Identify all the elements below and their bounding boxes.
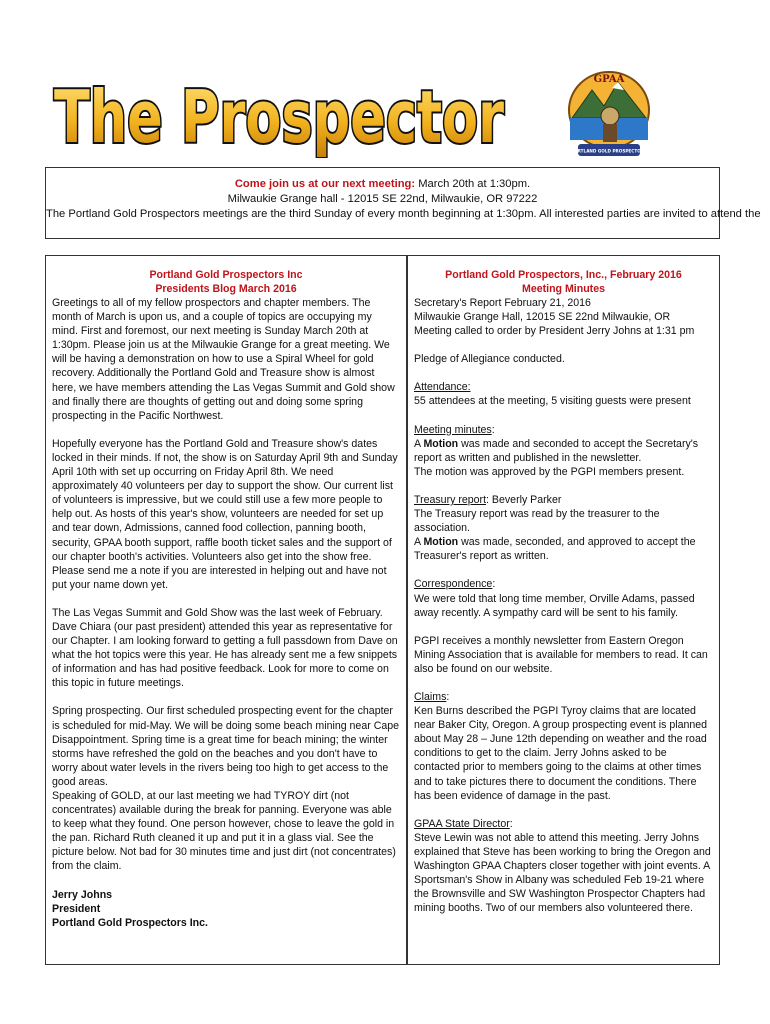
treasury-motion: A Motion was made, seconded, and approved to accept the Treasurer's report as written. <box>414 536 696 563</box>
motion-word: Motion <box>423 437 459 450</box>
logo-gpaa-text: GPAA <box>593 74 625 85</box>
masthead-title <box>50 70 510 158</box>
correspondence-heading-line: Correspondence: <box>414 578 496 591</box>
logo-ribbon-text: PORTLAND GOLD PROSPECTORS <box>571 148 647 154</box>
secretary-report-line: Secretary's Report February 21, 2016 <box>414 297 591 309</box>
minutes-motion: A Motion was made and seconded to accept the Secretary's report as written and published in the newsletter. <box>414 437 699 464</box>
signature-org: Portland Gold Prospectors Inc. <box>52 916 208 929</box>
pledge-line: Pledge of Allegiance conducted. <box>414 353 565 366</box>
gpaa-logo <box>560 66 658 162</box>
signature-name: Jerry Johns <box>52 888 113 901</box>
treasury-heading: Treasury report <box>414 493 487 506</box>
minutes-title-1: Portland Gold Prospectors, Inc., February 2016 <box>445 269 682 281</box>
meeting-minutes-column <box>407 255 720 965</box>
grange-hall-line: Milwaukie Grange Hall, 12015 SE 22nd Milwaukie, OR <box>414 311 671 324</box>
gpaa-text: Steve Lewin was not able to attend this meeting. Jerry Johns explained that Steve has been working to bring the Oregon and Washington GPAA Chapters closer together with joint events. A Sportsman's Show in Albany was scheduled Feb 19-21 where the Brownsville and SW Washington Prospector Chapters had mining booths. Two of our members also volunteered there. <box>414 831 711 915</box>
blog-title-1: Portland Gold Prospectors Inc <box>149 269 303 281</box>
minutes-title-2: Meeting Minutes <box>522 283 605 295</box>
gpaa-heading-line: GPAA State Director: <box>414 817 513 830</box>
blog-title-2: Presidents Blog March 2016 <box>155 283 297 295</box>
blog-paragraph-2: Hopefully everyone has the Portland Gold and Treasure show's dates locked in their minds. If not, the show is on Saturday April 9th and Sunday April 10th with set up occurring on Friday April 8th. We need approximately 40 volunteers per day to support the show. Our current list of volunteers is impressive, but we could still use a few more people to help out. As hosts of this year's show, volunteers are needed for set up and tear down, Admissions, canned food collection, panning booth, security, GPAA booth support, raffle booth ticket sales and the support of our chapter booth's activities. Volunteers also get into the show free. Please send me a note if you are interested in helping out and have not put your name down yet. <box>52 437 398 591</box>
signature-role: President <box>52 902 101 915</box>
blog-paragraph-5: Speaking of GOLD, at our last meeting we had TYROY dirt (not concentrates) available during the break for panning. Everyone was able to keep what they found. One person however, chose to leave the gold in the pan. Richard Ruth cleaned it up and put it in a glass vial. See the picture below. Not bad for 30 minutes time and just dirt (not concentrates) from the claim. <box>52 790 396 873</box>
correspondence-heading: Correspondence <box>414 578 493 591</box>
minutes-heading-line: Meeting minutes: <box>414 423 495 436</box>
meeting-line-1 <box>46 177 719 192</box>
claims-heading-line: Claims: <box>414 690 450 703</box>
treasury-text: The Treasury report was read by the treasurer to the association. <box>414 508 660 535</box>
blog-paragraph-1: Greetings to all of my fellow prospectors and chapter members. The month of March is upon us, and a couple of topics are occupying my mind. First and foremost, our next meeting is Sunday March 20th at 1:30pm. Please join us at the Milwaukie Grange for a great meeting. We will be having a demonstration on how to use a Spiral Wheel for gold recovery. Additionally the Portland Gold and Treasure show is almost here, we have members attending the Las Vegas Summit and Gold show and finally there are thoughts of getting out and doing some spring prospecting in the Pacific Northwest. <box>52 297 395 422</box>
called-to-order-line: Meeting called to order by President Jerry Johns at 1:31 pm <box>414 325 695 338</box>
meeting-announcement <box>45 167 761 239</box>
blog-paragraph-4: Spring prospecting. Our first scheduled prospecting event for the chapter is scheduled for mid-May. We will be doing some beach mining near Cape Disappointment. Spring time is a great time for beach mining; the winter storms have refreshed the gold on the beaches and you don't have to worry about water levels in the rivers being too high to get access to the good areas. <box>52 705 400 788</box>
meeting-note: The Portland Gold Prospectors meetings are the third Sunday of every month beginning at 1:30pm. All interested parties are invited to attend the <box>46 208 761 220</box>
minutes-approval: The motion was approved by the PGPI members present. <box>414 465 685 478</box>
claims-text: Ken Burns described the PGPI Tyroy claims that are located near Baker City, Oregon. A group prospecting event is planned about May 28 – June 12th depending on weather and the road conditions to get to the claim. Jerry Johns asked to be contacted prior to members going to the claims at other times and to take pictures there to document the conditions. There has been evidence of damage in the past. <box>414 705 708 802</box>
claims-heading: Claims <box>414 690 447 703</box>
meeting-location: Milwaukie Grange hall - 12015 SE 22nd, Milwaukie, OR 97222 <box>227 193 538 205</box>
gpaa-heading: GPAA State Director <box>414 817 510 830</box>
presidents-blog-column <box>45 255 407 965</box>
correspondence-text-2: PGPI receives a monthly newsletter from Eastern Oregon Mining Association that is available for members to read. It can also be found on our website. <box>414 634 708 675</box>
attendance-heading: Attendance: <box>414 381 471 394</box>
blog-paragraph-3: The Las Vegas Summit and Gold Show was the last week of February. Dave Chiara (our past president) attended this year as representative for our Chapter. I am looking forward to getting a full passdown from Dave on what the hot topics were this year. He has already sent me a few snippets of information and has had positive feedback. Look for more to come on this topic in future meetings. <box>52 606 398 690</box>
treasury-heading-line: Treasury report: Beverly Parker <box>414 493 562 506</box>
masthead-title-text: The Prospector <box>54 75 505 158</box>
meeting-date: March 20th at 1:30pm. <box>418 178 531 190</box>
minutes-heading: Meeting minutes <box>414 423 492 436</box>
meeting-label: Come join us at our next meeting: <box>234 178 416 190</box>
attendance-text: 55 attendees at the meeting, 5 visiting guests were present <box>414 395 691 408</box>
correspondence-text-1: We were told that long time member, Orville Adams, passed away recently. A sympathy card will be sent to his family. <box>414 592 695 619</box>
